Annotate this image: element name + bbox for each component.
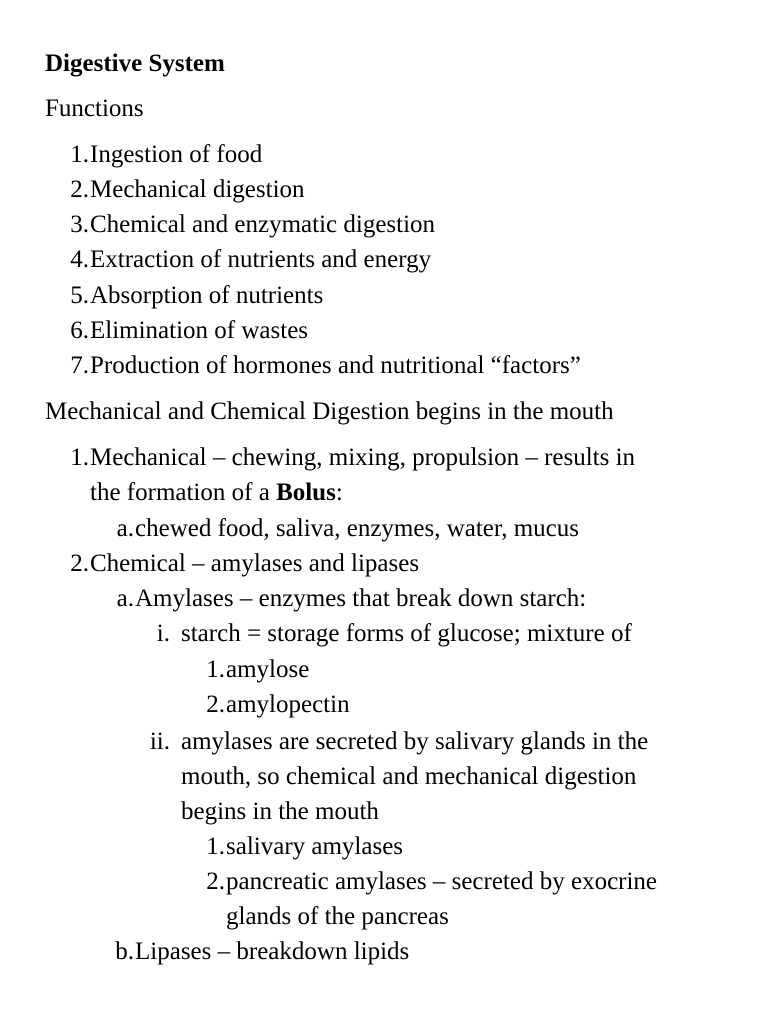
list-item-text: Extraction of nutrients and energy xyxy=(90,246,432,273)
list-marker: ii. xyxy=(149,728,170,755)
list-item-text-continued: glands of the pancreas xyxy=(226,903,449,930)
list-marker: 1. xyxy=(206,833,225,860)
list-item-text: Production of hormones and nutritional “factors” xyxy=(90,352,581,379)
list-item-text: Chemical and enzymatic digestion xyxy=(90,211,436,238)
list-marker: 2. xyxy=(206,691,225,718)
list-marker: 1. xyxy=(70,141,89,168)
list-marker: 2. xyxy=(206,868,225,895)
list-item-text: pancreatic amylases – secreted by exocrine xyxy=(226,868,658,895)
list-item-text: Mechanical digestion xyxy=(90,176,305,203)
list-item-text-continued xyxy=(90,475,343,510)
list-item-text: Mechanical – chewing, mixing, propulsion – results in xyxy=(90,444,636,471)
functions-heading: Functions xyxy=(45,95,144,122)
list-marker: 1. xyxy=(206,656,225,683)
bolus-prefix: the formation of a xyxy=(90,479,277,506)
list-item-text: Amylases – enzymes that break down starch: xyxy=(135,585,587,612)
digestion-heading: Mechanical and Chemical Digestion begins in the mouth xyxy=(45,398,614,425)
list-item-text: amylases are secreted by salivary glands in the xyxy=(181,728,649,755)
list-item-text: starch = storage forms of glucose; mixture of xyxy=(181,620,632,647)
list-marker: 5. xyxy=(70,282,89,309)
list-marker: a. xyxy=(116,585,134,612)
list-item-text: Elimination of wastes xyxy=(90,317,309,344)
list-marker: b. xyxy=(115,938,134,965)
list-marker: 7. xyxy=(70,352,89,379)
list-marker: 2. xyxy=(70,550,89,577)
list-marker: 6. xyxy=(70,317,89,344)
list-marker: i. xyxy=(156,620,170,647)
bolus-term: Bolus xyxy=(276,479,336,506)
list-marker: 3. xyxy=(70,211,89,238)
list-item-text: Chemical – amylases and lipases xyxy=(90,550,420,577)
list-item-text: Lipases – breakdown lipids xyxy=(135,938,410,965)
list-item-text: Ingestion of food xyxy=(90,141,263,168)
bolus-suffix: : xyxy=(335,479,343,506)
list-item-text: salivary amylases xyxy=(226,833,404,860)
list-item-text-continued: mouth, so chemical and mechanical digestion xyxy=(181,763,637,790)
list-item-text-continued: begins in the mouth xyxy=(181,798,379,825)
list-item-text: Absorption of nutrients xyxy=(90,282,324,309)
list-marker: a. xyxy=(116,515,134,542)
list-item-text: amylose xyxy=(226,656,310,683)
list-marker: 4. xyxy=(70,246,89,273)
list-item-text: amylopectin xyxy=(226,691,350,718)
list-marker: 2. xyxy=(70,176,89,203)
list-marker: 1. xyxy=(70,444,89,471)
document-title: Digestive System xyxy=(45,50,225,77)
list-item-text: chewed food, saliva, enzymes, water, mucus xyxy=(135,515,579,542)
